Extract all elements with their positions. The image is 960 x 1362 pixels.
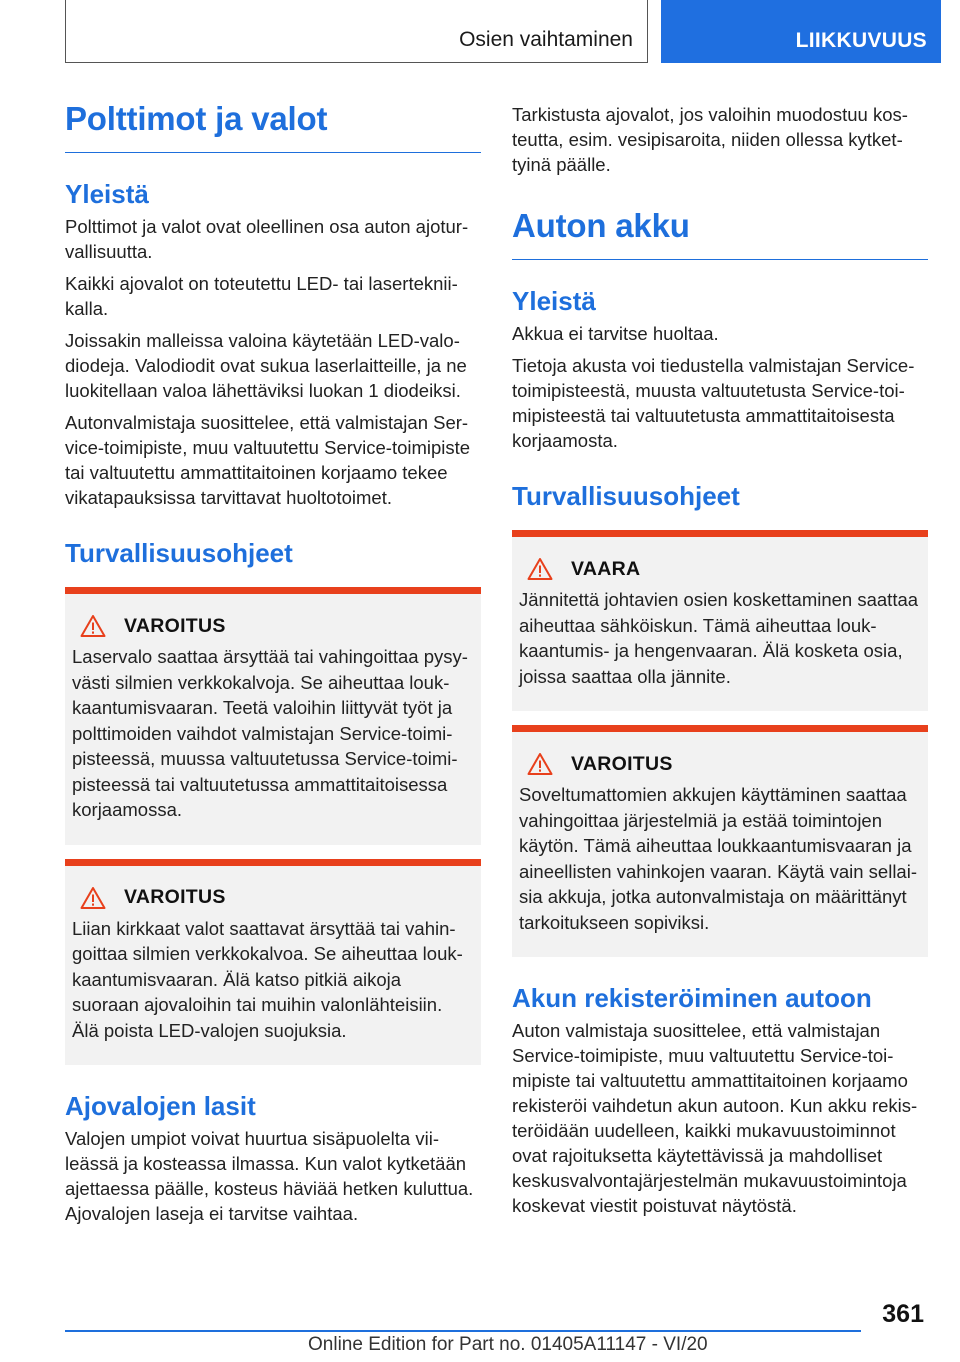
paragraph: Joissakin malleissa valoina käytetään LED-valodiodeja. Valodiodit ovat sukua laserlaitteille, ja ne luokitellaan valoa lähettäviksi luokan 1 diodeiksi. — [65, 330, 467, 401]
warning-triangle-icon — [527, 752, 553, 776]
paragraph-intro: Tarkistusta ajovalot, jos valoihin muodostuu kosteutta, esim. vesipisaroita, niiden ollessa kytkettyinä päälle. — [512, 104, 908, 175]
warning-triangle-icon — [527, 557, 553, 581]
warning-box — [65, 859, 481, 1066]
page-title-bulbs: Polttimot ja valot — [65, 100, 481, 153]
paragraph: Autonvalmistaja suosittelee, että valmistajan Service-toimipiste, muu valtuutettu Service-toimipiste tai valtuutettu ammattitaitoinen korjaamo tekee vikatapauksissa tarvittavat huoltotoimet. — [65, 412, 471, 508]
warning-box — [512, 725, 928, 957]
paragraph: Kaikki ajovalot on toteutettu LED- tai lasertekniikalla. — [65, 273, 458, 319]
left-column — [65, 100, 481, 1233]
header-section-title: Osien vaihtaminen — [459, 28, 633, 51]
heading-safety-battery: Turvallisuusohjeet — [512, 481, 740, 511]
heading-safety-bulbs: Turvallisuusohjeet — [65, 538, 293, 568]
warning-title: VAROITUS — [124, 886, 226, 908]
paragraph: Polttimot ja valot ovat oleellinen osa auton ajoturvallisuutta. — [65, 216, 469, 262]
warning-title: VAROITUS — [124, 614, 226, 637]
danger-text: Jännitettä johtavien osien koskettaminen saattaa aiheuttaa sähköiskun. Tämä aiheuttaa loukkaantumis- ja hengenvaaran. Älä kosketa osia, joissa saattaa olla jännite. — [519, 589, 919, 687]
page-title-battery: Auton akku — [512, 207, 928, 260]
paragraph: Auton valmistaja suosittelee, että valmistajan Service-toimipiste, muu valtuutettu Service-toimipiste tai valtuutettu ammattitaitoinen korjaamo rekisteröi vaihdetun akun autoon. Kun akku rekisteröidään uudelleen, kaikki mukavuustoiminnot ovat rajoituksetta käytettävissä ja mahdolliset keskusvalvontajärjestelmän mukavuustoimintoja koskevat viestit poistuvat näytöstä. — [512, 1020, 918, 1216]
paragraph: Valojen umpiot voivat huurtua sisäpuolelta viileässä ja kosteassa ilmassa. Kun valot kytketään ajettaessa päälle, kosteus häviää hetken kuluttua. Ajovalojen laseja ei tarvitse vaihtaa. — [65, 1128, 474, 1224]
heading-headlight-lenses: Ajovalojen lasit — [65, 1091, 256, 1121]
heading-general-battery: Yleistä — [512, 286, 596, 316]
header-section-box — [65, 0, 648, 63]
warning-triangle-icon — [80, 614, 106, 638]
warning-text: Laservalo saattaa ärsyttää tai vahingoittaa pysyvästi silmien verkkokalvoja. Se aiheuttaa loukkaantumisvaaran. Teetä valoihin liittyvät työt ja polttimoiden vaihdot valmistajan Service-toimipisteessä, muussa valtuutetussa Service-toimipisteessä tai valtuutetussa ammattitaitoisessa korjaamossa. — [72, 646, 468, 820]
warning-text: Liian kirkkaat valot saattavat ärsyttää tai vahingoittaa silmien verkkokalvoa. Se aiheuttaa loukkaantumisvaaran. Älä katso pitkiä aikoja suoraan ajovaloihin tai muihin valonlähteisiin. Älä poista LED-valojen suojuksia. — [72, 917, 463, 1041]
warning-text: Soveltumattomien akkujen käyttäminen saattaa vahingoittaa järjestelmiä ja estää toimintojen käytön. Tämä aiheuttaa loukkaantumisvaaran ja aineellisten vahinkojen vaaran. Käytä vain sellaisia akkuja, jotka autonvalmistaja on määrittänyt tarkoitukseen sopiviksi. — [519, 784, 917, 933]
heading-general-bulbs: Yleistä — [65, 179, 149, 209]
page-number: 361 — [882, 1300, 924, 1328]
danger-title: VAARA — [571, 557, 641, 580]
right-column — [512, 102, 928, 1225]
header-chapter-title: LIIKKUVUUS — [795, 29, 927, 52]
danger-box — [512, 530, 928, 711]
paragraph: Tietoja akusta voi tiedustella valmistajan Service-toimipisteestä, muusta valtuutetusta Service-toimipisteestä tai valtuutetusta ammattitaitoisesta korjaamosta. — [512, 355, 915, 451]
heading-battery-registration: Akun rekisteröiminen autoon — [512, 983, 872, 1013]
warning-title: VAROITUS — [571, 752, 673, 775]
warning-triangle-icon — [80, 886, 106, 910]
header-chapter-tab — [661, 0, 941, 63]
footer-divider — [65, 1330, 861, 1332]
warning-box — [65, 587, 481, 845]
footer-edition: Online Edition for Part no. 01405A11147 - VI/20 — [308, 1334, 708, 1355]
paragraph: Akkua ei tarvitse huoltaa. — [512, 323, 719, 344]
